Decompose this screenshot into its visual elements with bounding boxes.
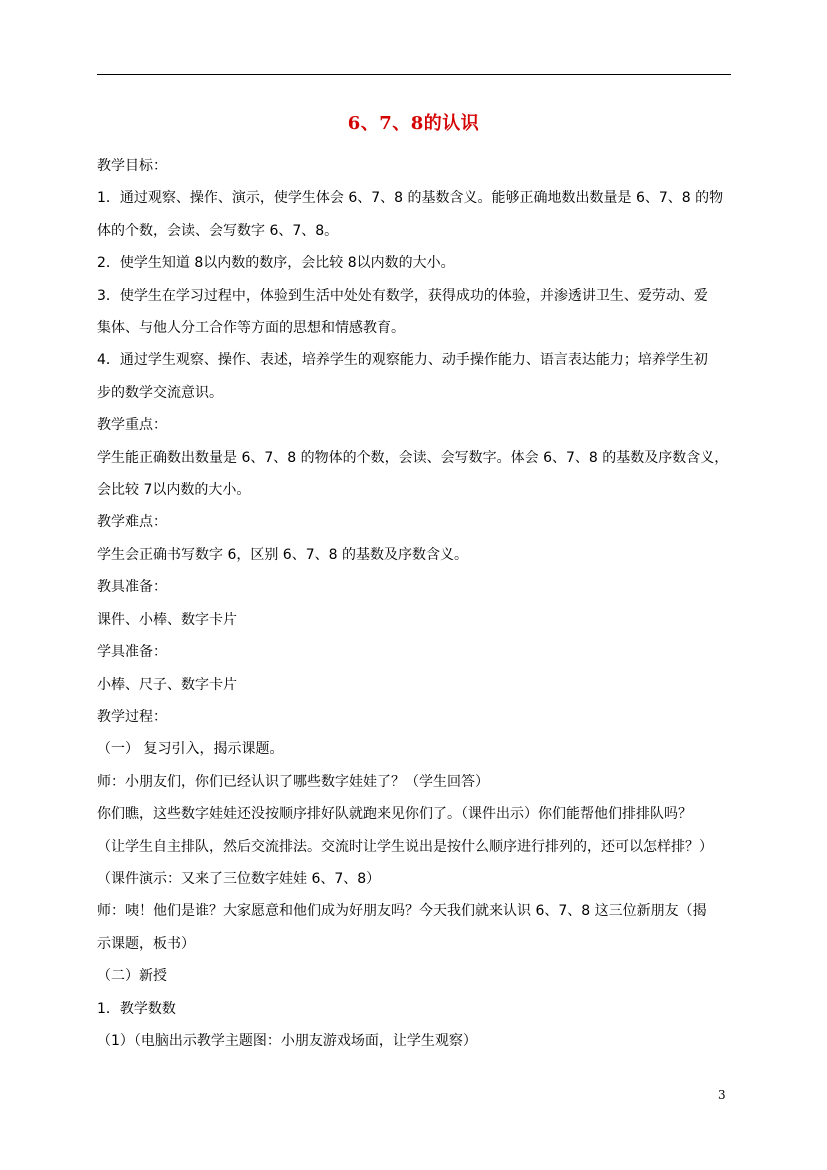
body-line: 2．使学生知道 8以内数的数序，会比较 8以内数的大小。 xyxy=(97,255,455,272)
body-line: 体的个数，会读、会写数字 6、7、8。 xyxy=(97,222,339,239)
body-line: 3．使学生在学习过程中，体验到生活中处处有数学，获得成功的体验，并渗透讲卫生、爱劳动、爱 xyxy=(97,287,708,304)
body-line: 4．通过学生观察、操作、表述，培养学生的观察能力、动手操作能力、语言表达能力；培养学生初 xyxy=(97,352,708,369)
document-body xyxy=(97,150,733,1057)
body-line: 示课题，板书） xyxy=(97,935,195,952)
body-line: 学生能正确数出数量是 6、7、8 的物体的个数，会读、会写数字。体会 6、7、8 的基数及序数含义， xyxy=(97,449,729,466)
body-line: 小棒、尺子、数字卡片 xyxy=(97,676,237,693)
body-line: 集体、与他人分工合作等方面的思想和情感教育。 xyxy=(97,320,405,337)
body-line: 1．教学数数 xyxy=(97,1000,176,1017)
body-line: （一） 复习引入，揭示课题。 xyxy=(97,741,284,758)
body-line: 师：咦！他们是谁？大家愿意和他们成为好朋友吗？今天我们就来认识 6、7、8 这三位新朋友（揭 xyxy=(97,903,707,920)
body-line: （让学生自主排队，然后交流排法。交流时让学生说出是按什么顺序进行排列的，还可以怎样排？） xyxy=(97,838,713,855)
body-line: 课件、小棒、数字卡片 xyxy=(97,611,237,628)
body-line: 学具准备： xyxy=(97,644,167,661)
body-line: 学生会正确书写数字 6，区别 6、7、8 的基数及序数含义。 xyxy=(97,546,468,563)
document-title: 6、7、8的认识 xyxy=(347,113,480,134)
body-line: 教学目标： xyxy=(97,158,167,174)
body-line: 教学难点： xyxy=(97,514,167,531)
body-line: （1）（电脑出示教学主题图：小朋友游戏场面，让学生观察） xyxy=(97,1032,477,1049)
body-line: 你们瞧，这些数字娃娃还没按顺序排好队就跑来见你们了。（课件出示）你们能帮他们排排队吗？ xyxy=(97,806,692,823)
body-line: （课件演示：又来了三位数字娃娃 6、7、8） xyxy=(97,870,381,887)
body-line: 会比较 7以内数的大小。 xyxy=(97,482,251,499)
body-line: 教学过程： xyxy=(97,708,167,725)
body-line: 教具准备： xyxy=(97,579,167,596)
body-line: （二）新授 xyxy=(97,968,167,985)
body-line: 教学重点： xyxy=(97,417,167,434)
body-line: 步的数学交流意识。 xyxy=(97,384,223,401)
header-rule xyxy=(97,74,731,75)
body-line: 师：小朋友们，你们已经认识了哪些数字娃娃了？（学生回答） xyxy=(97,773,489,790)
page-number: 3 xyxy=(718,1088,726,1102)
body-line: 1．通过观察、操作、演示，使学生体会 6、7、8 的基数含义。能够正确地数出数量是 6、7、8 的物 xyxy=(97,190,724,207)
